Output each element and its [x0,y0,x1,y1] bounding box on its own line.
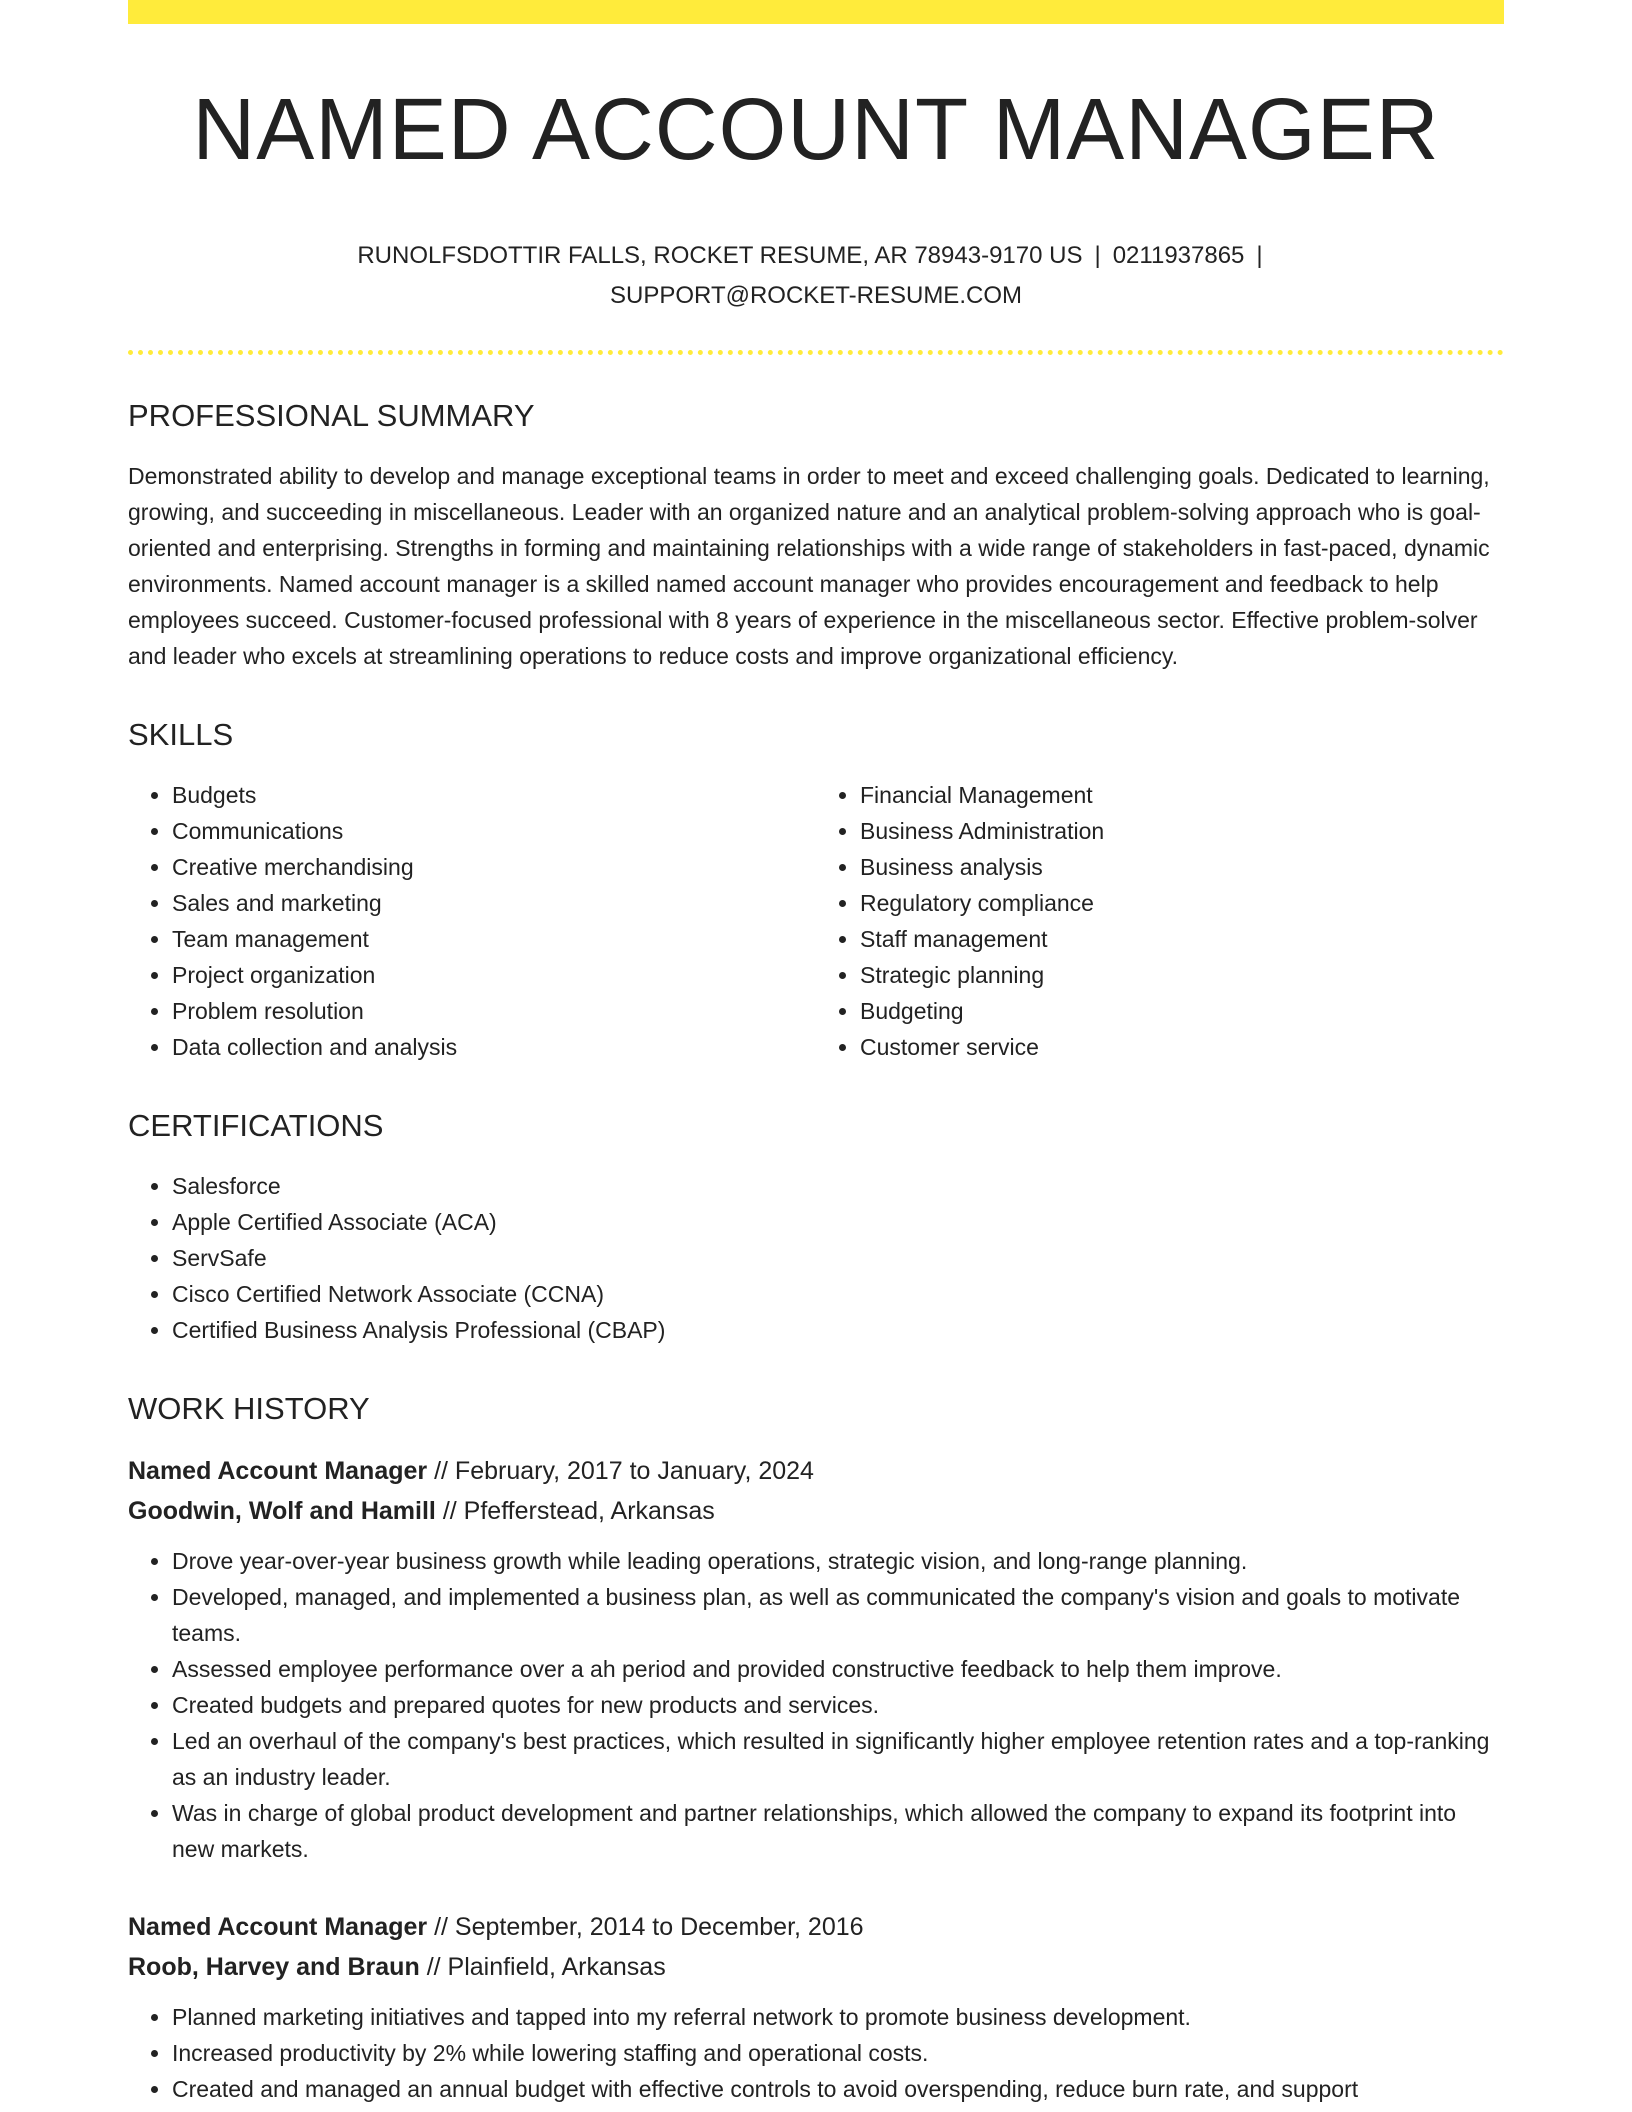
skill-item: • Communications [172,813,816,849]
job-bullets [128,1543,1504,1867]
certification-item: • Certified Business Analysis Professional (CBAP) [172,1312,1504,1348]
skill-item: • Regulatory compliance [860,885,1504,921]
certification-item: • Salesforce [172,1168,1504,1204]
certification-item: • ServSafe [172,1240,1504,1276]
skill-item: • Customer service [860,1029,1504,1065]
job-bullet: • Developed, managed, and implemented a business plan, as well as communicated the company's vision and goals to motivate teams. [172,1579,1504,1651]
certification-item: • Apple Certified Associate (ACA) [172,1204,1504,1240]
skill-item: • Staff management [860,921,1504,957]
skills-columns [128,777,1504,1065]
job-role: Named Account Manager [128,1913,428,1942]
skill-item: • Creative merchandising [172,849,816,885]
skill-item: • Team management [172,921,816,957]
job-dates: // September, 2014 to December, 2016 [434,1913,864,1942]
job-entry [128,1451,1504,1867]
contact-info [128,236,1504,316]
contact-phone: 0211937865 [1112,241,1245,269]
job-bullet: • Drove year-over-year business growth while leading operations, strategic vision, and long-range planning. [172,1543,1504,1579]
header-divider [128,350,1504,355]
job-company-line [128,1947,1504,1987]
skill-item: • Business analysis [860,849,1504,885]
certification-item: • Cisco Certified Network Associate (CCNA) [172,1276,1504,1312]
contact-separator: | [1256,241,1263,269]
skills-list-right [816,777,1504,1065]
top-accent-bar [128,0,1504,24]
job-company: Goodwin, Wolf and Hamill [128,1497,436,1526]
skill-item: • Business Administration [860,813,1504,849]
skill-item: • Budgets [172,777,816,813]
job-dates: // February, 2017 to January, 2024 [434,1457,814,1486]
job-bullets [128,1999,1504,2107]
contact-email: SUPPORT@ROCKET-RESUME.COM [610,281,1022,309]
job-bullet: • Created and managed an annual budget with effective controls to avoid overspending, reduce burn rate, and support [172,2071,1504,2107]
skills-list-left [128,777,816,1065]
summary-title: PROFESSIONAL SUMMARY [128,397,535,433]
resume-name: NAMED ACCOUNT MANAGER [192,81,1440,178]
summary-text: Demonstrated ability to develop and manage exceptional teams in order to meet and exceed challenging goals. Dedicated to learning, growing, and succeeding in miscellaneous. Leader with an organized nature and an analytical problem-solving approach who is goal-oriented and enterprising. Strengths in forming and maintaining relationships with a wide range of stakeholders in fast-paced, dynamic environments. Named account manager is a skilled named account manager who provides encouragement and feedback to help employees succeed. Customer-focused professional with 8 years of experience in the miscellaneous sector. Effective problem-solver and leader who excels at streamlining operations to reduce costs and improve organizational efficiency. [128,462,1490,669]
skill-item: • Sales and marketing [172,885,816,921]
job-bullet: • Increased productivity by 2% while lowering staffing and operational costs. [172,2035,1504,2071]
skill-item: • Data collection and analysis [172,1029,816,1065]
work-history-title: WORK HISTORY [128,1391,370,1427]
job-company-line [128,1491,1504,1531]
skill-item: • Budgeting [860,993,1504,1029]
certifications-title: CERTIFICATIONS [128,1108,384,1144]
skill-item: • Financial Management [860,777,1504,813]
skill-item: • Problem resolution [172,993,816,1029]
contact-line-2 [128,276,1504,316]
job-role-line [128,1451,1504,1491]
job-bullet: • Created budgets and prepared quotes for new products and services. [172,1687,1504,1723]
certifications-list [128,1168,1504,1348]
job-company: Roob, Harvey and Braun [128,1953,420,1982]
resume-page [128,0,1504,2107]
contact-separator: | [1094,241,1101,269]
job-role: Named Account Manager [128,1457,428,1486]
contact-address: RUNOLFSDOTTIR FALLS, ROCKET RESUME, AR 78943-9170 US [357,241,1083,269]
contact-line-1 [128,236,1504,276]
job-entry [128,1907,1504,2107]
job-location: // Pfefferstead, Arkansas [442,1497,715,1526]
job-bullet: • Led an overhaul of the company's best practices, which resulted in significantly higher employee retention rates and a top-ranking as an industry leader. [172,1723,1504,1795]
skill-item: • Strategic planning [860,957,1504,993]
job-bullet: • Planned marketing initiatives and tapped into my referral network to promote business development. [172,1999,1504,2035]
skills-title: SKILLS [128,716,234,752]
job-role-line [128,1907,1504,1947]
job-bullet: • Assessed employee performance over a ah period and provided constructive feedback to help them improve. [172,1651,1504,1687]
job-location: // Plainfield, Arkansas [426,1953,666,1982]
job-bullet: • Was in charge of global product development and partner relationships, which allowed the company to expand its footprint into new markets. [172,1795,1504,1867]
skill-item: • Project organization [172,957,816,993]
